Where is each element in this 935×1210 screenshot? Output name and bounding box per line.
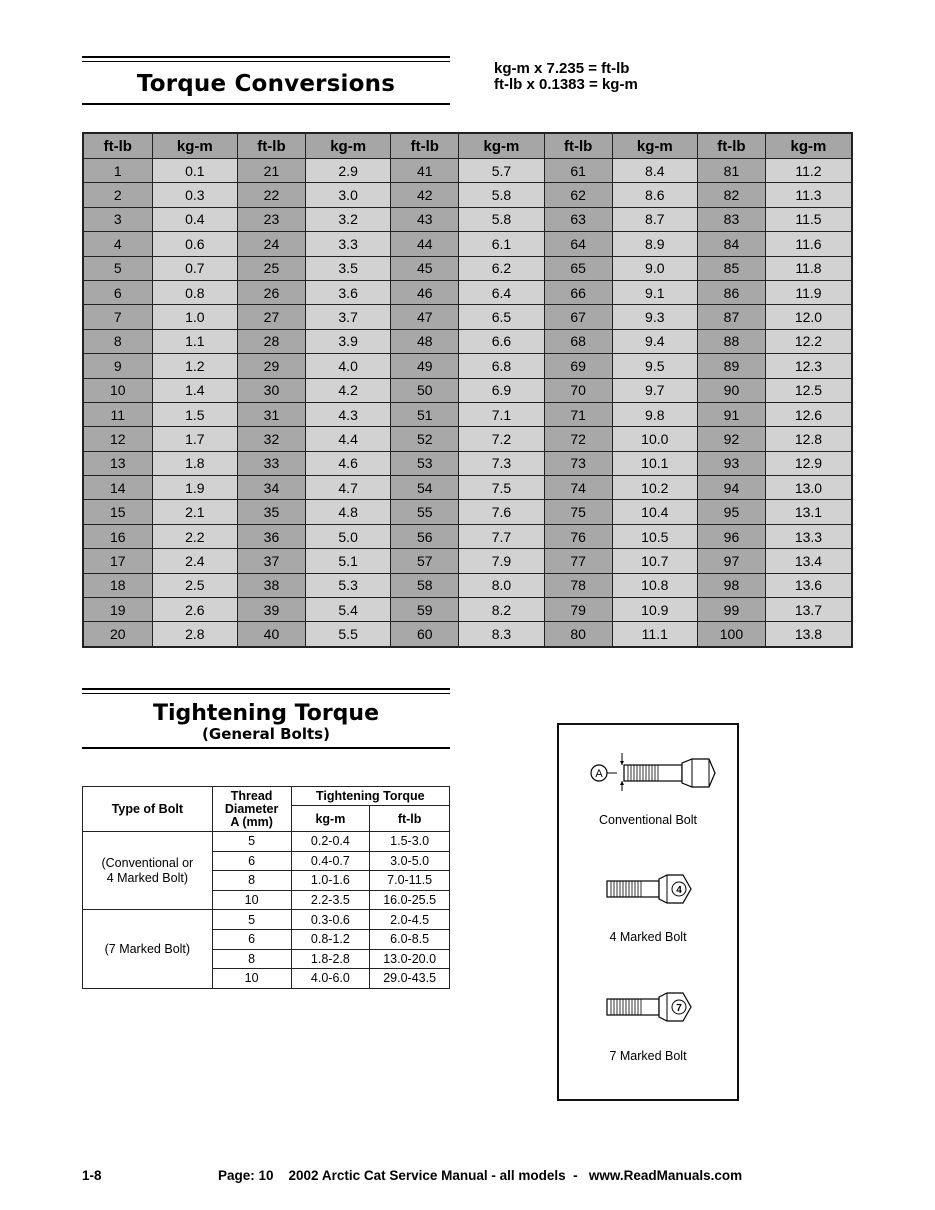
kgm-cell: 9.3 bbox=[612, 305, 697, 329]
ftlb-cell: 32 bbox=[237, 427, 305, 451]
ftlb-cell: 94 bbox=[697, 476, 765, 500]
kgm-cell: 6.9 bbox=[459, 378, 544, 402]
ftlb-cell: 30 bbox=[237, 378, 305, 402]
ftlb-cell: 21 bbox=[237, 159, 305, 183]
ftlb-column-header: ft-lb bbox=[391, 133, 459, 159]
kgm-cell: 7.6 bbox=[459, 500, 544, 524]
kgm-cell: 3.9 bbox=[305, 329, 390, 353]
torque-conversions-header bbox=[82, 56, 450, 105]
ftlb-cell: 10 bbox=[83, 378, 152, 402]
type-of-bolt-header: Type of Bolt bbox=[83, 787, 213, 832]
kgm-cell: 2.2-3.5 bbox=[291, 890, 370, 910]
kgm-cell: 1.9 bbox=[152, 476, 237, 500]
kgm-cell: 4.2 bbox=[305, 378, 390, 402]
table-row bbox=[83, 305, 852, 329]
ftlb-cell: 6.0-8.5 bbox=[370, 929, 450, 949]
ftlb-cell: 47 bbox=[391, 305, 459, 329]
kgm-cell: 9.1 bbox=[612, 280, 697, 304]
ftlb-cell: 72 bbox=[544, 427, 612, 451]
ftlb-cell: 59 bbox=[391, 598, 459, 622]
four-marked-bolt-label: 4 Marked Bolt bbox=[609, 930, 687, 944]
bolt-type-line: 4 Marked Bolt) bbox=[106, 870, 188, 885]
ftlb-cell: 85 bbox=[697, 256, 765, 280]
kgm-cell: 10.7 bbox=[612, 549, 697, 573]
kgm-cell: 3.6 bbox=[305, 280, 390, 304]
ftlb-cell: 15 bbox=[83, 500, 152, 524]
ftlb-cell: 37 bbox=[237, 549, 305, 573]
kgm-cell: 7.7 bbox=[459, 524, 544, 548]
ftlb-cell: 8 bbox=[83, 329, 152, 353]
kgm-cell: 5.7 bbox=[459, 159, 544, 183]
table-row bbox=[83, 329, 852, 353]
ftlb-cell: 80 bbox=[544, 622, 612, 647]
kgm-cell: 5.8 bbox=[459, 207, 544, 231]
kgm-cell: 8.7 bbox=[612, 207, 697, 231]
ftlb-cell: 69 bbox=[544, 354, 612, 378]
ftlb-cell: 77 bbox=[544, 549, 612, 573]
kgm-cell: 1.5 bbox=[152, 402, 237, 426]
ftlb-cell: 40 bbox=[237, 622, 305, 647]
bolt-type-cell bbox=[83, 832, 213, 910]
table-header-row bbox=[83, 787, 450, 806]
kgm-cell: 2.6 bbox=[152, 598, 237, 622]
ftlb-cell: 90 bbox=[697, 378, 765, 402]
ftlb-cell: 48 bbox=[391, 329, 459, 353]
conventional-bolt-icon bbox=[587, 751, 719, 793]
ftlb-cell: 46 bbox=[391, 280, 459, 304]
kgm-cell: 1.8-2.8 bbox=[291, 949, 370, 969]
ftlb-cell: 1 bbox=[83, 159, 152, 183]
kgm-cell: 8.4 bbox=[612, 159, 697, 183]
kgm-cell: 6.4 bbox=[459, 280, 544, 304]
ftlb-cell: 16 bbox=[83, 524, 152, 548]
ftlb-cell: 81 bbox=[697, 159, 765, 183]
ftlb-cell: 68 bbox=[544, 329, 612, 353]
diameter-cell: 6 bbox=[212, 929, 291, 949]
tightening-torque-title: Tightening Torque bbox=[152, 701, 380, 726]
table-row bbox=[83, 402, 852, 426]
ftlb-header: ft-lb bbox=[370, 806, 450, 832]
kgm-cell: 10.4 bbox=[612, 500, 697, 524]
kgm-cell: 1.0 bbox=[152, 305, 237, 329]
diameter-cell: 10 bbox=[212, 890, 291, 910]
table-row bbox=[83, 354, 852, 378]
ftlb-cell: 29.0-43.5 bbox=[370, 969, 450, 989]
four-marked-bolt-icon bbox=[605, 871, 695, 907]
kgm-cell: 5.4 bbox=[305, 598, 390, 622]
ftlb-cell: 97 bbox=[697, 549, 765, 573]
ftlb-cell: 89 bbox=[697, 354, 765, 378]
ftlb-cell: 14 bbox=[83, 476, 152, 500]
table-row bbox=[83, 427, 852, 451]
ftlb-cell: 6 bbox=[83, 280, 152, 304]
kgm-cell: 0.3 bbox=[152, 183, 237, 207]
ftlb-cell: 93 bbox=[697, 451, 765, 475]
ftlb-cell: 3 bbox=[83, 207, 152, 231]
tightening-torque-subtitle: (General Bolts) bbox=[202, 725, 330, 743]
kgm-cell: 4.8 bbox=[305, 500, 390, 524]
diameter-cell: 5 bbox=[212, 832, 291, 852]
kgm-cell: 12.0 bbox=[765, 305, 852, 329]
conversion-formulas bbox=[494, 61, 638, 93]
ftlb-cell: 22 bbox=[237, 183, 305, 207]
ftlb-cell: 11 bbox=[83, 402, 152, 426]
ftlb-cell: 28 bbox=[237, 329, 305, 353]
table-row bbox=[83, 500, 852, 524]
ftlb-cell: 64 bbox=[544, 232, 612, 256]
ftlb-cell: 96 bbox=[697, 524, 765, 548]
ftlb-column-header: ft-lb bbox=[697, 133, 765, 159]
diameter-cell: 8 bbox=[212, 949, 291, 969]
kgm-cell: 13.8 bbox=[765, 622, 852, 647]
kgm-cell: 9.7 bbox=[612, 378, 697, 402]
ftlb-cell: 7 bbox=[83, 305, 152, 329]
ftlb-cell: 2 bbox=[83, 183, 152, 207]
torque-conversion-table bbox=[82, 132, 853, 648]
ftlb-cell: 61 bbox=[544, 159, 612, 183]
kgm-cell: 9.0 bbox=[612, 256, 697, 280]
ftlb-cell: 99 bbox=[697, 598, 765, 622]
thread-diameter-header bbox=[212, 787, 291, 832]
seven-marked-bolt-label: 7 Marked Bolt bbox=[609, 1049, 687, 1063]
ftlb-cell: 24 bbox=[237, 232, 305, 256]
ftlb-cell: 19 bbox=[83, 598, 152, 622]
kgm-cell: 12.6 bbox=[765, 402, 852, 426]
kgm-cell: 11.8 bbox=[765, 256, 852, 280]
kgm-cell: 4.3 bbox=[305, 402, 390, 426]
ftlb-cell: 16.0-25.5 bbox=[370, 890, 450, 910]
seven-marked-bolt-icon bbox=[605, 989, 695, 1025]
table-row bbox=[83, 256, 852, 280]
head-mark-7: 7 bbox=[676, 1003, 682, 1014]
kgm-cell: 0.8-1.2 bbox=[291, 929, 370, 949]
ftlb-cell: 71 bbox=[544, 402, 612, 426]
ftlb-cell: 60 bbox=[391, 622, 459, 647]
ftlb-cell: 62 bbox=[544, 183, 612, 207]
kgm-cell: 13.4 bbox=[765, 549, 852, 573]
kgm-cell: 1.0-1.6 bbox=[291, 871, 370, 891]
ftlb-cell: 52 bbox=[391, 427, 459, 451]
table-row bbox=[83, 573, 852, 597]
kgm-cell: 10.5 bbox=[612, 524, 697, 548]
ftlb-cell: 38 bbox=[237, 573, 305, 597]
ftlb-cell: 86 bbox=[697, 280, 765, 304]
ftlb-cell: 20 bbox=[83, 622, 152, 647]
ftlb-cell: 78 bbox=[544, 573, 612, 597]
kgm-column-header: kg-m bbox=[459, 133, 544, 159]
kgm-cell: 13.6 bbox=[765, 573, 852, 597]
ftlb-cell: 82 bbox=[697, 183, 765, 207]
table-row bbox=[83, 207, 852, 231]
diameter-cell: 8 bbox=[212, 871, 291, 891]
table-row bbox=[83, 280, 852, 304]
ftlb-cell: 34 bbox=[237, 476, 305, 500]
kgm-cell: 5.0 bbox=[305, 524, 390, 548]
table-row bbox=[83, 451, 852, 475]
ftlb-cell: 33 bbox=[237, 451, 305, 475]
kgm-cell: 7.2 bbox=[459, 427, 544, 451]
tightening-torque-header-cell: Tightening Torque bbox=[291, 787, 449, 806]
bolt-diagram-box bbox=[557, 723, 739, 1101]
kgm-cell: 9.5 bbox=[612, 354, 697, 378]
ftlb-cell: 63 bbox=[544, 207, 612, 231]
kgm-cell: 11.5 bbox=[765, 207, 852, 231]
kgm-cell: 3.5 bbox=[305, 256, 390, 280]
ftlb-cell: 98 bbox=[697, 573, 765, 597]
tightening-torque-header bbox=[82, 688, 450, 749]
kgm-cell: 1.7 bbox=[152, 427, 237, 451]
ftlb-cell: 13.0-20.0 bbox=[370, 949, 450, 969]
ftlb-cell: 55 bbox=[391, 500, 459, 524]
ftlb-cell: 66 bbox=[544, 280, 612, 304]
kgm-cell: 0.8 bbox=[152, 280, 237, 304]
kgm-cell: 3.3 bbox=[305, 232, 390, 256]
head-mark-4: 4 bbox=[676, 885, 682, 896]
kgm-cell: 6.1 bbox=[459, 232, 544, 256]
ftlb-cell: 73 bbox=[544, 451, 612, 475]
ftlb-cell: 67 bbox=[544, 305, 612, 329]
kgm-cell: 5.5 bbox=[305, 622, 390, 647]
ftlb-cell: 83 bbox=[697, 207, 765, 231]
diameter-cell: 5 bbox=[212, 910, 291, 930]
kgm-cell: 12.5 bbox=[765, 378, 852, 402]
ftlb-column-header: ft-lb bbox=[83, 133, 152, 159]
kgm-cell: 11.6 bbox=[765, 232, 852, 256]
kgm-cell: 7.9 bbox=[459, 549, 544, 573]
ftlb-cell: 44 bbox=[391, 232, 459, 256]
ftlb-cell: 29 bbox=[237, 354, 305, 378]
ftlb-cell: 27 bbox=[237, 305, 305, 329]
kgm-cell: 1.8 bbox=[152, 451, 237, 475]
ftlb-cell: 4 bbox=[83, 232, 152, 256]
ftlb-cell: 41 bbox=[391, 159, 459, 183]
ftlb-cell: 87 bbox=[697, 305, 765, 329]
ftlb-cell: 84 bbox=[697, 232, 765, 256]
formula-ftlb-to-kgm: ft-lb x 0.1383 = kg-m bbox=[494, 76, 638, 93]
kgm-cell: 4.4 bbox=[305, 427, 390, 451]
table-row bbox=[83, 524, 852, 548]
table-row bbox=[83, 549, 852, 573]
kgm-cell: 0.4 bbox=[152, 207, 237, 231]
ftlb-cell: 75 bbox=[544, 500, 612, 524]
kgm-cell: 1.2 bbox=[152, 354, 237, 378]
ftlb-cell: 88 bbox=[697, 329, 765, 353]
ftlb-column-header: ft-lb bbox=[237, 133, 305, 159]
table-row bbox=[83, 598, 852, 622]
header-rule-bottom bbox=[82, 103, 450, 105]
kgm-cell: 4.6 bbox=[305, 451, 390, 475]
kgm-cell: 0.2-0.4 bbox=[291, 832, 370, 852]
kgm-cell: 0.7 bbox=[152, 256, 237, 280]
torque-conversions-title: Torque Conversions bbox=[136, 71, 396, 97]
ftlb-cell: 50 bbox=[391, 378, 459, 402]
ftlb-cell: 74 bbox=[544, 476, 612, 500]
ftlb-cell: 100 bbox=[697, 622, 765, 647]
kgm-cell: 0.4-0.7 bbox=[291, 851, 370, 871]
ftlb-cell: 54 bbox=[391, 476, 459, 500]
ftlb-cell: 35 bbox=[237, 500, 305, 524]
ftlb-cell: 70 bbox=[544, 378, 612, 402]
ftlb-cell: 49 bbox=[391, 354, 459, 378]
thread-header-line: Thread bbox=[230, 788, 273, 803]
kgm-column-header: kg-m bbox=[305, 133, 390, 159]
kgm-cell: 5.1 bbox=[305, 549, 390, 573]
footer-text: Page: 10 2002 Arctic Cat Service Manual - all models - www.ReadManuals.com bbox=[218, 1168, 743, 1183]
ftlb-cell: 7.0-11.5 bbox=[370, 871, 450, 891]
kgm-header: kg-m bbox=[291, 806, 370, 832]
kgm-column-header: kg-m bbox=[152, 133, 237, 159]
ftlb-cell: 92 bbox=[697, 427, 765, 451]
conventional-bolt-label: Conventional Bolt bbox=[599, 813, 697, 827]
table-row bbox=[83, 378, 852, 402]
ftlb-cell: 39 bbox=[237, 598, 305, 622]
ftlb-cell: 31 bbox=[237, 402, 305, 426]
kgm-cell: 0.1 bbox=[152, 159, 237, 183]
kgm-cell: 11.9 bbox=[765, 280, 852, 304]
ftlb-column-header: ft-lb bbox=[544, 133, 612, 159]
ftlb-cell: 57 bbox=[391, 549, 459, 573]
table-row bbox=[83, 832, 450, 852]
tightening-torque-table bbox=[82, 786, 450, 989]
kgm-cell: 9.4 bbox=[612, 329, 697, 353]
ftlb-cell: 26 bbox=[237, 280, 305, 304]
kgm-cell: 11.1 bbox=[612, 622, 697, 647]
thread-header-line: A (mm) bbox=[230, 814, 273, 829]
kgm-cell: 13.7 bbox=[765, 598, 852, 622]
kgm-cell: 7.1 bbox=[459, 402, 544, 426]
ftlb-cell: 43 bbox=[391, 207, 459, 231]
table-header-row bbox=[83, 133, 852, 159]
kgm-cell: 0.6 bbox=[152, 232, 237, 256]
kgm-cell: 4.0-6.0 bbox=[291, 969, 370, 989]
kgm-column-header: kg-m bbox=[765, 133, 852, 159]
kgm-cell: 8.6 bbox=[612, 183, 697, 207]
table-row bbox=[83, 232, 852, 256]
kgm-cell: 6.5 bbox=[459, 305, 544, 329]
kgm-cell: 12.8 bbox=[765, 427, 852, 451]
kgm-cell: 4.0 bbox=[305, 354, 390, 378]
table-row bbox=[83, 910, 450, 930]
kgm-cell: 6.2 bbox=[459, 256, 544, 280]
ftlb-cell: 58 bbox=[391, 573, 459, 597]
kgm-cell: 8.0 bbox=[459, 573, 544, 597]
ftlb-cell: 42 bbox=[391, 183, 459, 207]
header-rule-bottom bbox=[82, 747, 450, 749]
ftlb-cell: 9 bbox=[83, 354, 152, 378]
ftlb-cell: 3.0-5.0 bbox=[370, 851, 450, 871]
ftlb-cell: 53 bbox=[391, 451, 459, 475]
kgm-cell: 10.2 bbox=[612, 476, 697, 500]
dimension-marker-label: A bbox=[595, 768, 603, 780]
kgm-cell: 2.4 bbox=[152, 549, 237, 573]
kgm-cell: 3.2 bbox=[305, 207, 390, 231]
table-row bbox=[83, 622, 852, 647]
kgm-cell: 5.3 bbox=[305, 573, 390, 597]
kgm-cell: 10.9 bbox=[612, 598, 697, 622]
kgm-cell: 7.3 bbox=[459, 451, 544, 475]
kgm-cell: 12.2 bbox=[765, 329, 852, 353]
ftlb-cell: 17 bbox=[83, 549, 152, 573]
kgm-cell: 1.1 bbox=[152, 329, 237, 353]
kgm-cell: 13.1 bbox=[765, 500, 852, 524]
kgm-cell: 8.3 bbox=[459, 622, 544, 647]
ftlb-cell: 13 bbox=[83, 451, 152, 475]
table-row bbox=[83, 476, 852, 500]
kgm-cell: 12.9 bbox=[765, 451, 852, 475]
diameter-cell: 6 bbox=[212, 851, 291, 871]
ftlb-cell: 25 bbox=[237, 256, 305, 280]
ftlb-cell: 95 bbox=[697, 500, 765, 524]
ftlb-cell: 45 bbox=[391, 256, 459, 280]
kgm-cell: 11.2 bbox=[765, 159, 852, 183]
kgm-cell: 11.3 bbox=[765, 183, 852, 207]
table-row bbox=[83, 183, 852, 207]
kgm-cell: 13.3 bbox=[765, 524, 852, 548]
kgm-cell: 6.6 bbox=[459, 329, 544, 353]
ftlb-cell: 79 bbox=[544, 598, 612, 622]
kgm-cell: 2.9 bbox=[305, 159, 390, 183]
kgm-cell: 3.0 bbox=[305, 183, 390, 207]
ftlb-cell: 65 bbox=[544, 256, 612, 280]
kgm-cell: 2.8 bbox=[152, 622, 237, 647]
formula-kgm-to-ftlb: kg-m x 7.235 = ft-lb bbox=[494, 60, 630, 77]
ftlb-cell: 1.5-3.0 bbox=[370, 832, 450, 852]
kgm-cell: 12.3 bbox=[765, 354, 852, 378]
bolt-type-cell bbox=[83, 910, 213, 988]
kgm-cell: 2.2 bbox=[152, 524, 237, 548]
kgm-cell: 8.9 bbox=[612, 232, 697, 256]
kgm-cell: 1.4 bbox=[152, 378, 237, 402]
kgm-cell: 10.1 bbox=[612, 451, 697, 475]
ftlb-cell: 51 bbox=[391, 402, 459, 426]
table-row bbox=[83, 159, 852, 183]
kgm-cell: 9.8 bbox=[612, 402, 697, 426]
kgm-cell: 0.3-0.6 bbox=[291, 910, 370, 930]
kgm-cell: 7.5 bbox=[459, 476, 544, 500]
kgm-cell: 13.0 bbox=[765, 476, 852, 500]
kgm-column-header: kg-m bbox=[612, 133, 697, 159]
bolt-type-line: (7 Marked Bolt) bbox=[104, 941, 191, 956]
kgm-cell: 2.1 bbox=[152, 500, 237, 524]
ftlb-cell: 12 bbox=[83, 427, 152, 451]
kgm-cell: 8.2 bbox=[459, 598, 544, 622]
kgm-cell: 2.5 bbox=[152, 573, 237, 597]
kgm-cell: 10.0 bbox=[612, 427, 697, 451]
ftlb-cell: 36 bbox=[237, 524, 305, 548]
page-number: 1-8 bbox=[82, 1168, 102, 1183]
kgm-cell: 6.8 bbox=[459, 354, 544, 378]
ftlb-cell: 5 bbox=[83, 256, 152, 280]
kgm-cell: 4.7 bbox=[305, 476, 390, 500]
ftlb-cell: 91 bbox=[697, 402, 765, 426]
kgm-cell: 10.8 bbox=[612, 573, 697, 597]
ftlb-cell: 23 bbox=[237, 207, 305, 231]
bolt-type-line: (Conventional or bbox=[101, 855, 194, 870]
ftlb-cell: 56 bbox=[391, 524, 459, 548]
thread-header-line: Diameter bbox=[224, 801, 279, 816]
kgm-cell: 3.7 bbox=[305, 305, 390, 329]
ftlb-cell: 18 bbox=[83, 573, 152, 597]
diameter-cell: 10 bbox=[212, 969, 291, 989]
ftlb-cell: 76 bbox=[544, 524, 612, 548]
ftlb-cell: 2.0-4.5 bbox=[370, 910, 450, 930]
kgm-cell: 5.8 bbox=[459, 183, 544, 207]
